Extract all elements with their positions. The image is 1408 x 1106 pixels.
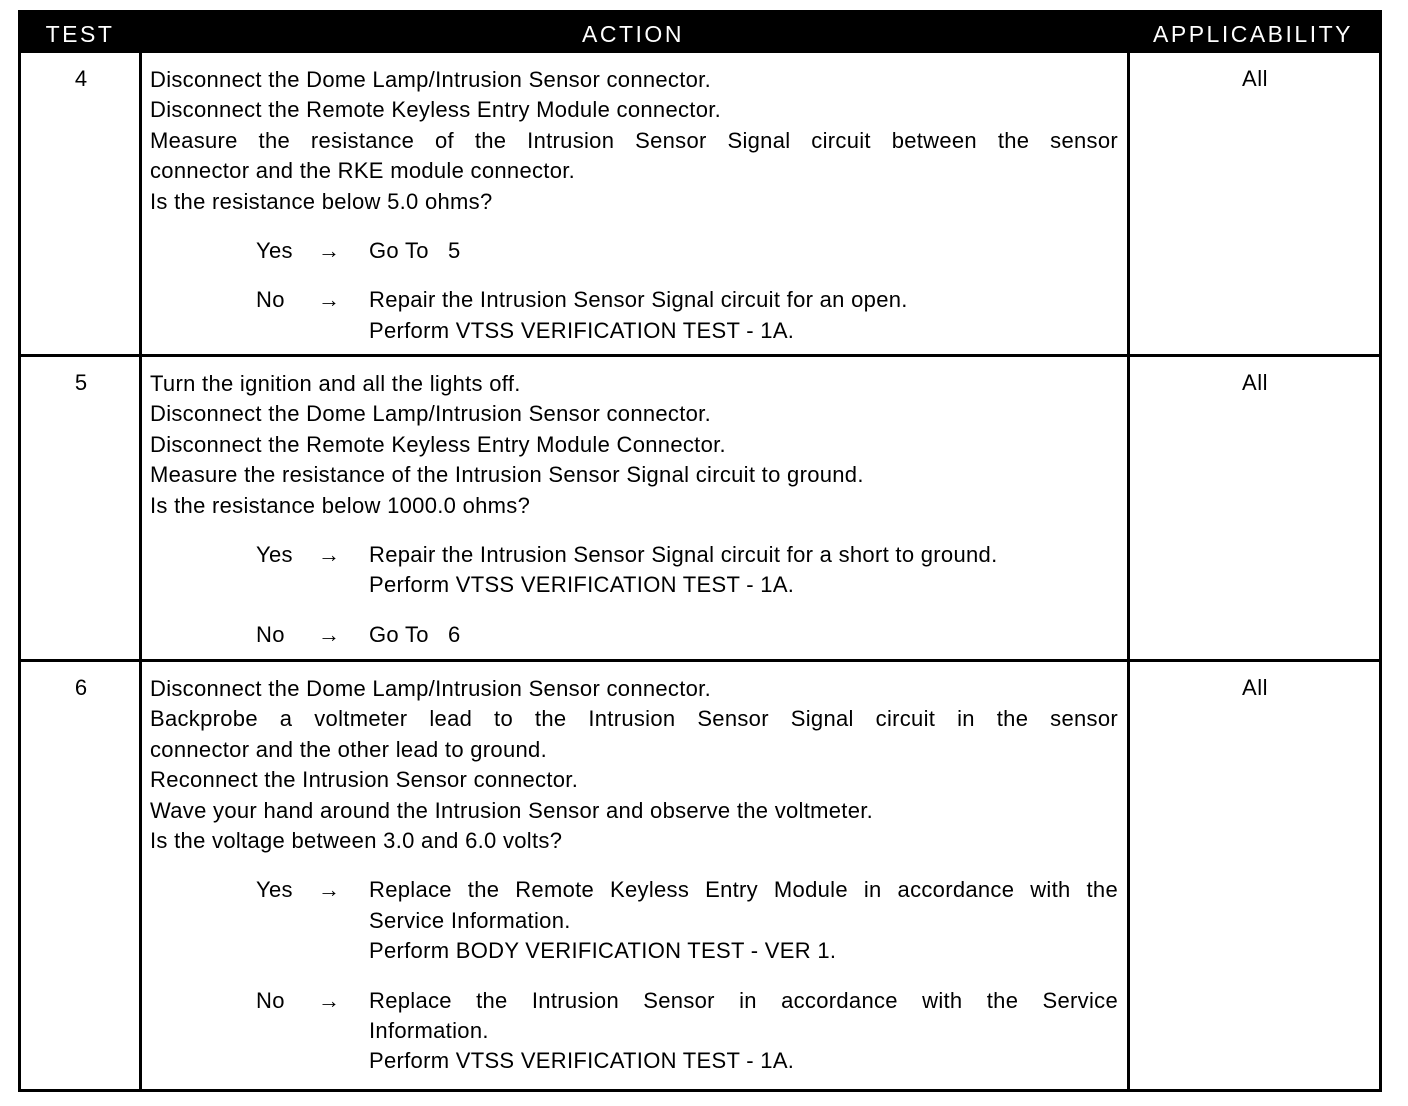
right-arrow-icon: → <box>318 238 341 264</box>
yes-result: Replace the Remote Keyless Entry Module in accordance with the <box>369 877 1118 903</box>
no-result: Repair the Intrusion Sensor Signal circuit for an open. <box>369 287 908 313</box>
applicability-value: All <box>1242 370 1268 395</box>
action-question: Is the resistance below 5.0 ohms? <box>150 188 493 214</box>
yes-label: Yes <box>256 542 293 568</box>
right-arrow-icon: → <box>318 987 341 1013</box>
applicability-value: All <box>1242 675 1268 700</box>
header-test: TEST <box>45 21 115 47</box>
header-applicability: APPLICABILITY <box>1153 21 1353 47</box>
action-step: Wave your hand around the Intrusion Sensor and observe the voltmeter. <box>150 797 874 823</box>
action-step: Disconnect the Remote Keyless Entry Module Connector. <box>150 431 726 457</box>
action-step: Reconnect the Intrusion Sensor connector. <box>150 767 579 793</box>
action-step: Measure the resistance of the Intrusion Sensor Signal circuit between the sensor <box>150 127 1118 153</box>
yes-result: Repair the Intrusion Sensor Signal circuit for a short to ground. <box>369 542 998 568</box>
yes-branch <box>150 540 1118 601</box>
action-step: Backprobe a voltmeter lead to the Intrusion Sensor Signal circuit in the sensor <box>150 706 1118 732</box>
no-result: Replace the Intrusion Sensor in accordance with the Service <box>369 987 1118 1013</box>
right-arrow-icon: → <box>318 542 341 568</box>
yes-branch <box>150 236 1118 266</box>
test-number: 4 <box>74 66 88 91</box>
action-step: connector and the RKE module connector. <box>150 158 576 184</box>
header-action: ACTION <box>582 21 684 47</box>
no-label: No <box>256 621 285 647</box>
yes-result: Perform VTSS VERIFICATION TEST - 1A. <box>369 572 795 598</box>
right-arrow-icon: → <box>318 287 341 313</box>
no-label: No <box>256 287 285 313</box>
no-result: Information. <box>369 1018 489 1044</box>
yes-branch <box>150 875 1118 966</box>
no-result: Perform VTSS VERIFICATION TEST - 1A. <box>369 317 795 343</box>
action-question: Is the voltage between 3.0 and 6.0 volts? <box>150 828 563 854</box>
no-result: Perform VTSS VERIFICATION TEST - 1A. <box>369 1048 795 1074</box>
action-cell <box>150 674 1118 1077</box>
no-branch <box>150 285 1118 346</box>
table-header <box>21 13 1379 53</box>
action-step: Measure the resistance of the Intrusion Sensor Signal circuit to ground. <box>150 462 864 488</box>
test-number: 5 <box>74 370 88 395</box>
yes-label: Yes <box>256 877 293 903</box>
no-branch <box>150 620 1118 650</box>
yes-label: Yes <box>256 238 293 264</box>
yes-result: Go To 5 <box>369 238 461 264</box>
table-row <box>21 357 1379 659</box>
action-step: Disconnect the Dome Lamp/Intrusion Sensor connector. <box>150 401 712 427</box>
test-number: 6 <box>74 675 88 700</box>
action-question: Is the resistance below 1000.0 ohms? <box>150 492 531 518</box>
action-step: Disconnect the Dome Lamp/Intrusion Sensor connector. <box>150 67 712 92</box>
right-arrow-icon: → <box>318 877 341 903</box>
yes-result: Service Information. <box>369 907 571 933</box>
action-step: Turn the ignition and all the lights off. <box>150 371 521 396</box>
table-row <box>21 53 1379 354</box>
action-step: Disconnect the Remote Keyless Entry Module connector. <box>150 97 722 123</box>
table-row <box>21 662 1379 1089</box>
diagnostic-table <box>18 10 1382 1092</box>
action-step: Disconnect the Dome Lamp/Intrusion Sensor connector. <box>150 676 712 701</box>
right-arrow-icon: → <box>318 621 341 647</box>
no-label: No <box>256 987 285 1013</box>
action-cell <box>150 65 1118 346</box>
yes-result: Perform BODY VERIFICATION TEST - VER 1. <box>369 938 837 964</box>
no-branch <box>150 986 1118 1077</box>
action-cell <box>150 369 1118 650</box>
action-step: connector and the other lead to ground. <box>150 736 547 762</box>
no-result: Go To 6 <box>369 621 461 647</box>
applicability-value: All <box>1242 66 1268 91</box>
